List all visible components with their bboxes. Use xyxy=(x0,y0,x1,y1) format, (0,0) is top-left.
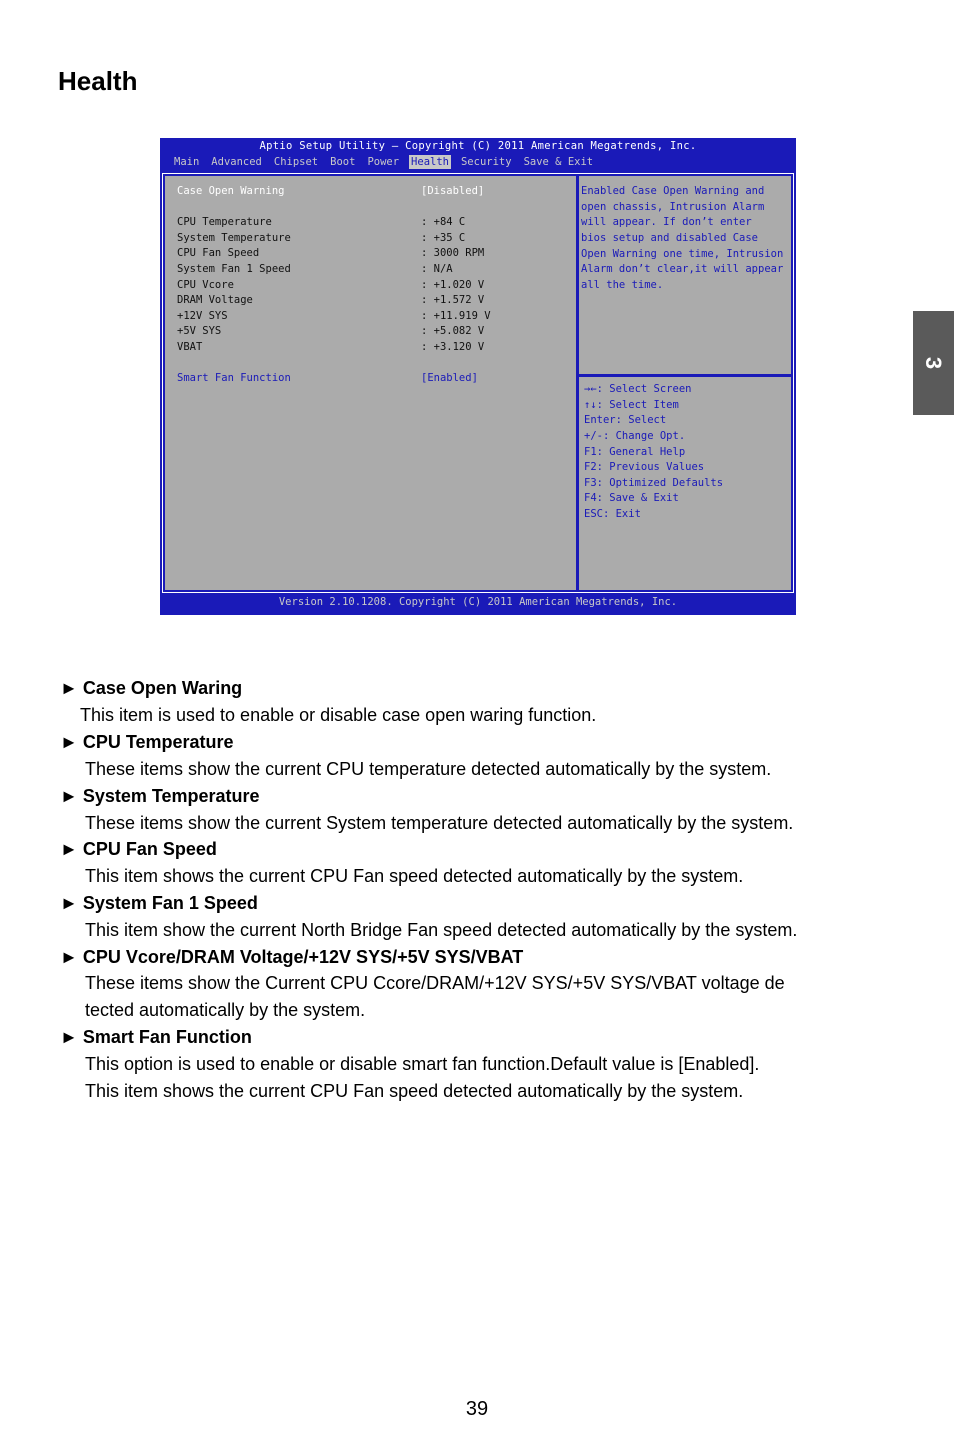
reading-value: : +84 C xyxy=(421,216,466,228)
reading-value: : +35 C xyxy=(421,232,466,244)
help-text-line: open chassis, Intrusion Alarm xyxy=(581,201,765,213)
key-hint: F2: Previous Values xyxy=(584,461,705,473)
item-description: This item shows the current CPU Fan speed detected automatically by the system. xyxy=(85,866,744,886)
reading-value: : +11.919 V xyxy=(421,310,491,322)
key-hint: F4: Save & Exit xyxy=(584,492,679,504)
help-text-line: Open Warning one time, Intrusion xyxy=(581,248,784,260)
reading-vbat xyxy=(177,341,577,356)
page-title: Health xyxy=(58,66,138,96)
help-text-line: all the time. xyxy=(581,279,664,291)
chapter-number: 3 xyxy=(921,356,947,370)
page-number: 39 xyxy=(465,1398,489,1420)
setting-case-open-warning[interactable] xyxy=(177,185,577,200)
item-heading: ► CPU Temperature xyxy=(60,732,234,752)
setting-value[interactable]: [Enabled] xyxy=(421,372,478,384)
reading-label: CPU Temperature xyxy=(177,216,272,228)
key-hint: F1: General Help xyxy=(584,446,686,458)
reading-label: CPU Vcore xyxy=(177,279,234,291)
tab-security[interactable]: Security xyxy=(460,156,512,168)
item-description: These items show the current System temperature detected automatically by the system. xyxy=(85,813,794,833)
reading-cpu-fan-speed xyxy=(177,247,577,262)
key-hint: ↑↓: Select Item xyxy=(584,399,679,411)
key-hint: ESC: Exit xyxy=(584,508,641,520)
help-panel xyxy=(579,176,791,374)
tab-save-exit[interactable]: Save & Exit xyxy=(523,156,594,168)
key-hint: +/-: Change Opt. xyxy=(584,430,686,442)
setting-label: Case Open Warning xyxy=(177,185,285,197)
item-description: This option is used to enable or disable smart fan function.Default value is [Enabled]. xyxy=(85,1054,760,1074)
reading-5v-sys xyxy=(177,325,577,340)
item-heading: ► CPU Fan Speed xyxy=(60,839,217,859)
item-heading: ► Case Open Waring xyxy=(60,678,243,698)
item-heading: ► CPU Vcore/DRAM Voltage/+12V SYS/+5V SYS/VBAT xyxy=(60,947,524,967)
chapter-tab xyxy=(913,311,954,415)
bios-footer: Version 2.10.1208. Copyright (C) 2011 American Megatrends, Inc. xyxy=(278,596,678,608)
tab-health[interactable]: Health xyxy=(411,156,449,168)
setting-smart-fan-function[interactable] xyxy=(177,372,577,387)
item-description: This item is used to enable or disable case open waring function. xyxy=(80,705,597,725)
help-text-line: Alarm don’t clear,it will appear xyxy=(581,263,784,275)
reading-value: : +1.572 V xyxy=(421,294,485,306)
reading-label: System Fan 1 Speed xyxy=(177,263,291,275)
reading-label: System Temperature xyxy=(177,232,291,244)
tab-chipset[interactable]: Chipset xyxy=(273,156,319,168)
item-heading: ► System Fan 1 Speed xyxy=(60,893,258,913)
reading-value: : N/A xyxy=(421,263,453,275)
item-description: These items show the current CPU temperature detected automatically by the system. xyxy=(85,759,772,779)
key-hint: F3: Optimized Defaults xyxy=(584,477,724,489)
help-text-line: will appear. If don’t enter xyxy=(581,216,752,228)
item-heading: ► Smart Fan Function xyxy=(60,1027,252,1047)
bios-tab-bar xyxy=(172,155,603,169)
key-hint: →←: Select Screen xyxy=(584,383,692,395)
settings-panel xyxy=(165,176,576,590)
tab-power[interactable]: Power xyxy=(367,156,400,168)
reading-label: VBAT xyxy=(177,341,203,353)
reading-12v-sys xyxy=(177,310,577,325)
help-text-line: Enabled Case Open Warning and xyxy=(581,185,765,197)
reading-cpu-temperature xyxy=(177,216,577,231)
reading-system-fan-1-speed xyxy=(177,263,577,278)
reading-label: DRAM Voltage xyxy=(177,294,253,306)
reading-label: +5V SYS xyxy=(177,325,222,337)
item-description: These items show the Current CPU Ccore/DRAM/+12V SYS/+5V SYS/VBAT voltage de xyxy=(85,973,785,993)
key-legend-panel xyxy=(579,377,791,590)
reading-label: +12V SYS xyxy=(177,310,228,322)
bios-title: Aptio Setup Utility – Copyright (C) 2011 American Megatrends, Inc. xyxy=(259,140,697,152)
reading-label: CPU Fan Speed xyxy=(177,247,260,259)
reading-value: : +5.082 V xyxy=(421,325,485,337)
bios-screenshot xyxy=(160,138,796,615)
key-hint: Enter: Select xyxy=(584,414,667,426)
reading-cpu-vcore xyxy=(177,279,577,294)
reading-value: : +3.120 V xyxy=(421,341,485,353)
reading-system-temperature xyxy=(177,232,577,247)
setting-label: Smart Fan Function xyxy=(177,372,291,384)
item-description: tected automatically by the system. xyxy=(85,1000,366,1020)
reading-value: : +1.020 V xyxy=(421,279,485,291)
item-heading: ► System Temperature xyxy=(60,786,260,806)
setting-value[interactable]: [Disabled] xyxy=(421,185,485,197)
reading-value: : 3000 RPM xyxy=(421,247,485,259)
tab-main[interactable]: Main xyxy=(174,156,200,168)
bios-inner xyxy=(163,174,793,592)
help-text-line: bios setup and disabled Case xyxy=(581,232,759,244)
item-description: This item shows the current CPU Fan speed detected automatically by the system. xyxy=(85,1081,744,1101)
tab-boot[interactable]: Boot xyxy=(330,156,356,168)
bios-body-frame xyxy=(162,173,794,593)
reading-dram-voltage xyxy=(177,294,577,309)
tab-advanced[interactable]: Advanced xyxy=(211,156,262,168)
item-description: This item show the current North Bridge Fan speed detected automatically by the system. xyxy=(85,920,798,940)
